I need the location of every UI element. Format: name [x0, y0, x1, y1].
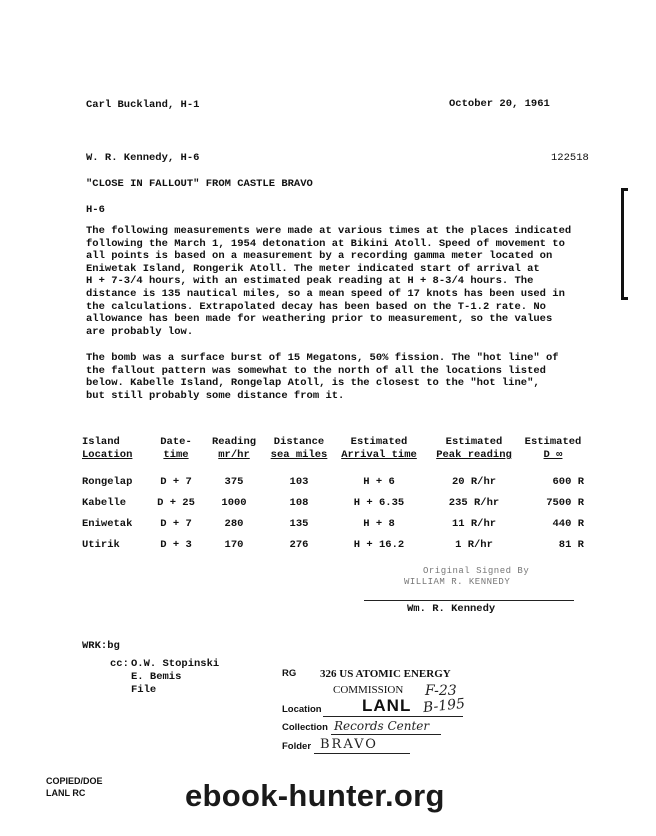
margin-bracket — [621, 188, 628, 300]
para1-line: allowance has been made for weathering prior to measurement, so the values — [86, 313, 553, 326]
para2-line: but still probably some distance from it. — [86, 389, 345, 402]
cell-arrival: H + 8 — [363, 518, 395, 530]
location-underline — [323, 716, 463, 717]
rg-value-2: COMMISSION — [333, 684, 404, 696]
measurements-table — [82, 436, 584, 556]
para2-line: the fallout pattern was somewhat to the north of all the locations listed — [86, 364, 546, 377]
para1-line: Eniwetak Island, Rongerik Atoll. The meter indicated start of arrival at — [86, 262, 540, 275]
cell-dose: 81 R — [558, 539, 584, 551]
table-header-row — [82, 436, 584, 462]
cc-item: E. Bemis — [131, 671, 182, 683]
location-handwritten-2: B-195 — [422, 695, 466, 717]
cell-dose: 440 R — [552, 518, 584, 530]
table-row — [82, 514, 584, 535]
cell-distance: 103 — [289, 476, 309, 488]
cc-item: File — [131, 684, 157, 696]
signature-line — [364, 600, 574, 601]
cell-peak: 11 R/hr — [451, 518, 497, 530]
original-signed-name: WILLIAM R. KENNEDY — [404, 577, 511, 587]
cell-peak: 1 R/hr — [455, 539, 493, 551]
paragraph-1 — [86, 225, 576, 338]
cell-location: Utirik — [82, 539, 120, 551]
document-number: 122518 — [551, 152, 589, 164]
copied-stamp-line: COPIED/DOE — [46, 776, 103, 786]
collection-label: Collection — [282, 722, 328, 733]
cell-location: Eniwetak — [82, 518, 133, 530]
para1-line: are probably low. — [86, 325, 194, 338]
col-header-datetime: Date- time — [160, 436, 192, 461]
initials: WRK:bg — [82, 640, 120, 652]
cell-dose: 7500 R — [546, 497, 584, 509]
para1-line: H + 7-3/4 hours, with an estimated peak reading at H + 8-3/4 hours. The — [86, 275, 534, 288]
collection-underline — [331, 734, 441, 735]
col-header-dose: Estimated D ∞ — [524, 436, 582, 461]
para1-line: following the March 1, 1954 detonation at Bikini Atoll. Speed of movement to — [86, 237, 565, 250]
cell-dose: 600 R — [552, 476, 584, 488]
cell-location: Rongelap — [82, 476, 133, 488]
cell-reading: 280 — [224, 518, 244, 530]
cell-datetime: D + 7 — [160, 476, 192, 488]
table-row — [82, 493, 584, 514]
col-header-distance: Distance sea miles — [270, 436, 328, 461]
paragraph-2 — [86, 352, 576, 402]
cell-peak: 235 R/hr — [448, 497, 500, 509]
rg-label: RG — [282, 668, 297, 679]
para1-line: distance is 135 nautical miles, so a mean speed of 17 knots has been used in — [86, 287, 565, 300]
col-header-arrival: Estimated Arrival time — [341, 436, 417, 461]
to-line: W. R. Kennedy, H-6 — [86, 152, 200, 164]
cc-label: cc: — [110, 658, 129, 670]
location-label: Location — [282, 704, 322, 715]
date-line: October 20, 1961 — [449, 98, 550, 110]
cell-arrival: H + 16.2 — [353, 539, 405, 551]
subject-line: "CLOSE IN FALLOUT" FROM CASTLE BRAVO — [86, 178, 313, 190]
copied-stamp-line: LANL RC — [46, 788, 86, 798]
cell-distance: 135 — [289, 518, 309, 530]
cell-reading: 170 — [224, 539, 244, 551]
table-row — [82, 535, 584, 556]
folder-underline — [314, 753, 410, 754]
folder-value: BRAVO — [320, 737, 378, 752]
col-header-peak: Estimated Peak reading — [436, 436, 512, 461]
cell-reading: 1000 — [221, 497, 247, 509]
table-row — [82, 472, 584, 493]
folder-label: Folder — [282, 741, 312, 752]
cell-peak: 20 R/hr — [451, 476, 497, 488]
para2-line: below. Kabelle Island, Rongelap Atoll, is the closest to the "hot line", — [86, 377, 540, 390]
cell-distance: 108 — [289, 497, 309, 509]
cell-datetime: D + 7 — [160, 518, 192, 530]
cell-location: Kabelle — [82, 497, 127, 509]
para1-line: the calculations. Extrapolated decay has been based on the T-1.2 rate. No — [86, 300, 546, 313]
cell-arrival: H + 6 — [363, 476, 395, 488]
location-value: LANL — [362, 696, 412, 715]
cell-distance: 276 — [289, 539, 309, 551]
para1-line: The following measurements were made at various times at the places indicated — [86, 225, 572, 237]
cell-datetime: D + 25 — [157, 497, 195, 509]
rg-value: 326 US ATOMIC ENERGY — [320, 668, 451, 680]
symbol-line: H-6 — [86, 204, 105, 216]
original-signed-by: Original Signed By — [423, 566, 530, 576]
signatory-name: Wm. R. Kennedy — [407, 603, 496, 615]
para1-line: all points is based on a measurement by a recording gamma meter located on — [86, 250, 553, 263]
watermark: ebook-hunter.org — [185, 778, 445, 813]
from-line: Carl Buckland, H-1 — [86, 99, 200, 111]
para2-line: The bomb was a surface burst of 15 Megatons, 50% fission. The "hot line" of — [86, 352, 559, 364]
cell-arrival: H + 6.35 — [353, 497, 405, 509]
collection-value: Records Center — [334, 719, 430, 733]
cell-reading: 375 — [224, 476, 244, 488]
col-header-reading: Reading mr/hr — [211, 436, 257, 461]
col-header-location: Island Location — [82, 436, 133, 461]
location-handwritten: F-23 — [425, 683, 457, 699]
cc-item: O.W. Stopinski — [131, 658, 220, 670]
cell-datetime: D + 3 — [160, 539, 192, 551]
